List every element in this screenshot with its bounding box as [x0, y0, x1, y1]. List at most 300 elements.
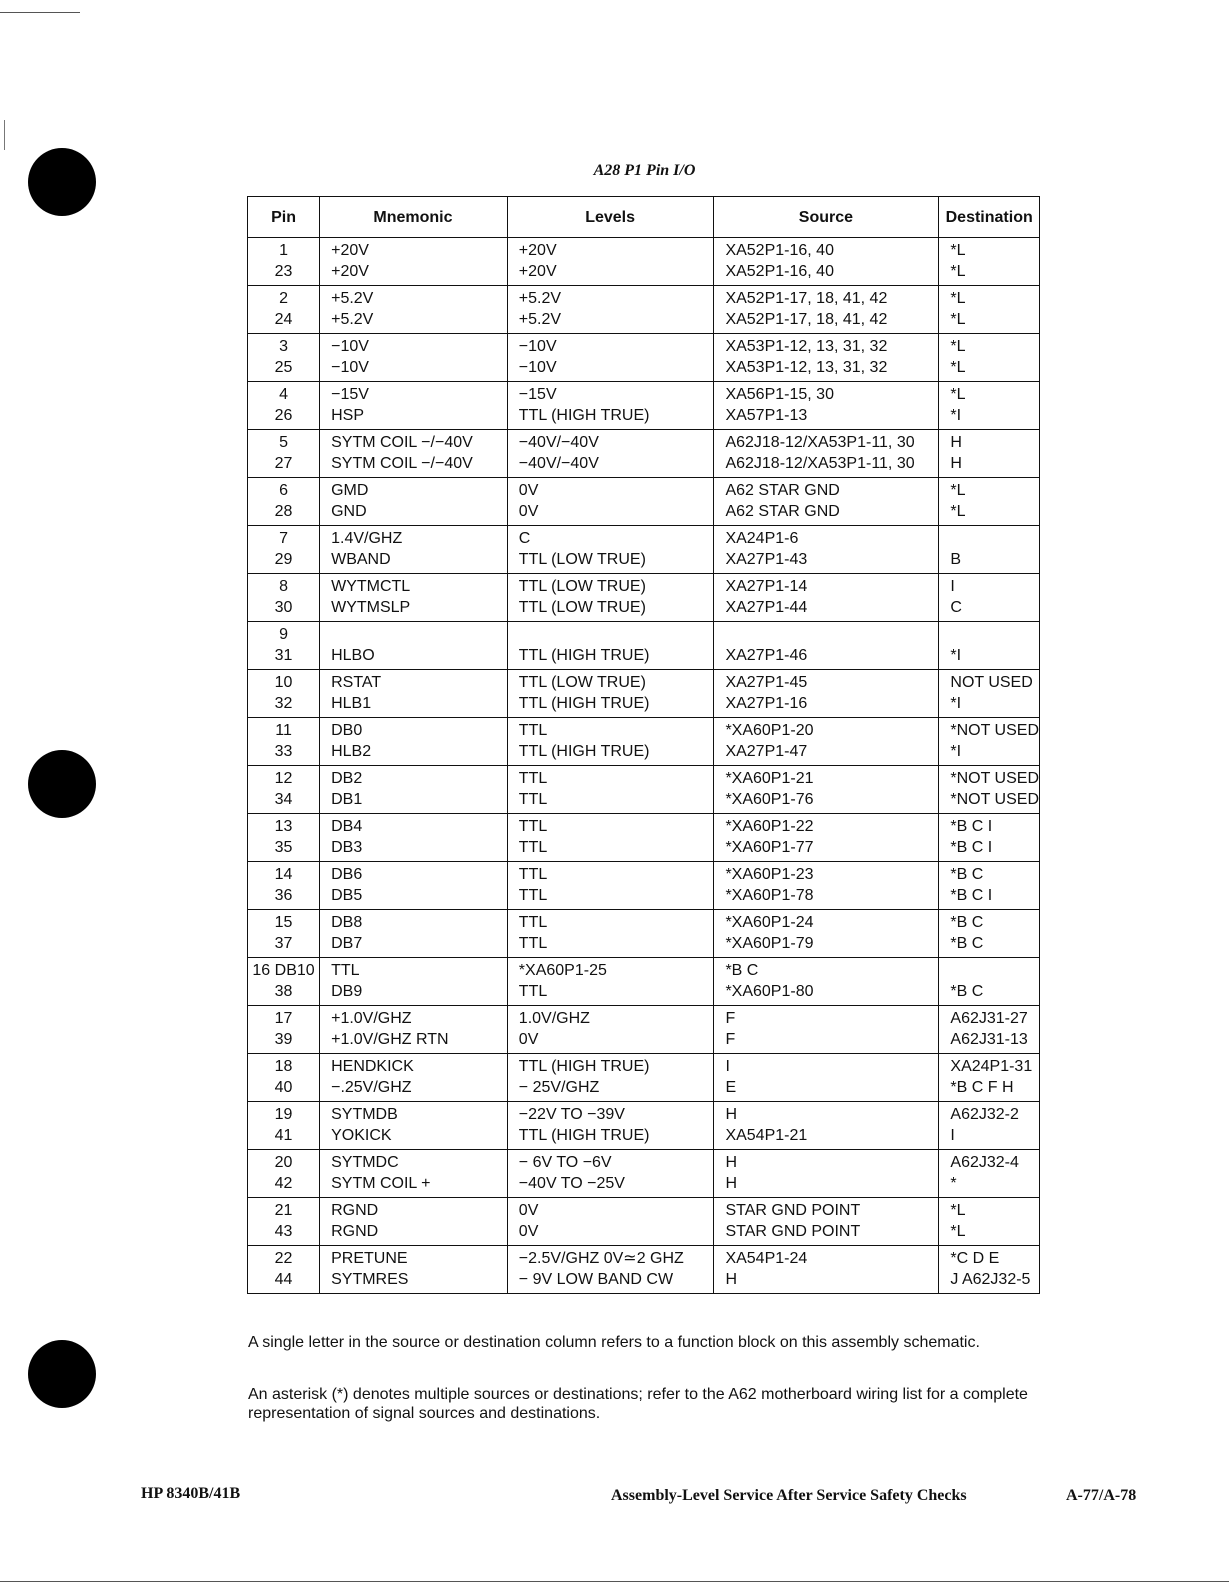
cell-levels-line: TTL	[518, 914, 548, 931]
cell-mnemonic-line: DB8	[331, 914, 363, 931]
cell-destination	[939, 1150, 1040, 1198]
cell-mnemonic-line: DB9	[331, 983, 363, 1000]
cell-levels	[507, 1006, 714, 1054]
cell-mnemonic	[320, 814, 508, 862]
cell-destination	[939, 1006, 1040, 1054]
cell-mnemonic	[320, 1006, 508, 1054]
cell-mnemonic-line: −10V	[331, 338, 369, 355]
cell-levels-line: − 6V TO −6V	[518, 1154, 612, 1171]
cell-source-line: XA52P1-17, 18, 41, 42	[725, 290, 888, 307]
table-row	[248, 526, 1040, 574]
cell-destination-line: *B C	[950, 935, 984, 952]
cell-source-line: *XA60P1-23	[725, 866, 814, 883]
cell-destination-line: *NOT USED	[950, 722, 1039, 739]
cell-pin-line: 30	[274, 599, 293, 616]
cell-pin-line: 14	[274, 866, 293, 883]
cell-mnemonic-line	[331, 624, 507, 645]
cell-levels-line: 0V	[518, 503, 539, 520]
cell-source	[714, 382, 939, 430]
cell-destination-line: *B C I	[950, 839, 993, 856]
cell-pin	[248, 478, 320, 526]
cell-pin-line: 29	[274, 551, 293, 568]
cell-destination-line: A62J32-2	[950, 1106, 1019, 1123]
cell-mnemonic	[320, 1150, 508, 1198]
cell-levels-line: TTL (LOW TRUE)	[518, 551, 646, 568]
cell-source-line: *XA60P1-22	[725, 818, 814, 835]
cell-pin-line: 35	[274, 839, 293, 856]
cell-pin	[248, 1102, 320, 1150]
cell-pin-line: 10	[274, 674, 293, 691]
cell-levels-line: TTL (LOW TRUE)	[518, 578, 646, 595]
cell-destination-line: *L	[950, 242, 966, 259]
table-row	[248, 1246, 1040, 1294]
cell-pin	[248, 1006, 320, 1054]
table-title: A28 P1 Pin I/O	[593, 162, 696, 179]
table-row	[248, 910, 1040, 958]
cell-mnemonic-line: HSP	[331, 407, 364, 424]
cell-source-line: E	[725, 1079, 737, 1096]
cell-pin-line: 16 DB10	[252, 962, 315, 979]
cell-pin-line: 22	[274, 1250, 293, 1267]
cell-pin	[248, 334, 320, 382]
cell-source-line: *XA60P1-24	[725, 914, 814, 931]
cell-pin-line: 25	[274, 359, 293, 376]
cell-source-line: XA27P1-16	[725, 695, 808, 712]
cell-source-line: XA53P1-12, 13, 31, 32	[725, 338, 888, 355]
cell-levels-line: 1.0V/GHZ	[518, 1010, 590, 1027]
cell-mnemonic-line: RGND	[331, 1202, 379, 1219]
cell-pin-line: 5	[279, 434, 288, 451]
margin-mark	[4, 120, 5, 150]
cell-pin-line: 20	[274, 1154, 293, 1171]
cell-source-line: A62 STAR GND	[725, 482, 840, 499]
cell-source-line: A62J18-12/XA53P1-11, 30	[725, 434, 915, 451]
cell-levels-line: +20V	[518, 242, 557, 259]
cell-levels	[507, 574, 714, 622]
cell-levels-line: − 9V LOW BAND CW	[518, 1271, 674, 1288]
cell-mnemonic-line: HENDKICK	[331, 1058, 414, 1075]
cell-mnemonic-line: SYTM COIL +	[331, 1175, 431, 1192]
cell-destination	[939, 1246, 1040, 1294]
cell-source	[714, 1102, 939, 1150]
cell-levels-line: TTL (LOW TRUE)	[518, 674, 646, 691]
cell-levels-line: TTL (HIGH TRUE)	[518, 647, 650, 664]
note-asterisk: An asterisk (*) denotes multiple sources or destinations; refer to the A62 motherboard wiring list for a complete representation of signal sources and destinations.	[248, 1386, 1028, 1422]
cell-source-line: *XA60P1-77	[725, 839, 814, 856]
cell-source-line: F	[725, 1031, 736, 1048]
cell-pin-line: 38	[274, 983, 293, 1000]
cell-pin-line: 42	[274, 1175, 293, 1192]
cell-source-line: XA24P1-6	[725, 530, 799, 547]
cell-pin-line: 39	[274, 1031, 293, 1048]
cell-pin-line: 21	[274, 1202, 293, 1219]
cell-mnemonic-line: WBAND	[331, 551, 391, 568]
cell-pin-line: 9	[279, 626, 288, 643]
cell-pin	[248, 862, 320, 910]
cell-destination-line: H	[950, 455, 962, 472]
cell-destination-line	[950, 624, 1039, 645]
cell-pin-line: 27	[274, 455, 293, 472]
footer-model: HP 8340B/41B	[141, 1485, 241, 1502]
cell-mnemonic-line: HLBO	[331, 647, 375, 664]
cell-levels	[507, 766, 714, 814]
cell-source	[714, 430, 939, 478]
cell-source	[714, 574, 939, 622]
cell-destination-line: I	[950, 1127, 955, 1144]
cell-levels-line: TTL	[518, 770, 548, 787]
cell-destination-line: *L	[950, 482, 966, 499]
cell-mnemonic-line: SYTMRES	[331, 1271, 409, 1288]
cell-mnemonic-line: DB2	[331, 770, 363, 787]
cell-mnemonic	[320, 574, 508, 622]
table-row	[248, 1054, 1040, 1102]
cell-mnemonic	[320, 430, 508, 478]
cell-pin	[248, 718, 320, 766]
cell-source-line: STAR GND POINT	[725, 1223, 861, 1240]
cell-source-line: H	[725, 1154, 737, 1171]
cell-source-line: *XA60P1-78	[725, 887, 814, 904]
cell-levels-line: C	[518, 530, 531, 547]
cell-mnemonic-line: YOKICK	[331, 1127, 392, 1144]
cell-source-line: *XA60P1-76	[725, 791, 814, 808]
table-row	[248, 766, 1040, 814]
table-row	[248, 478, 1040, 526]
cell-levels-line: TTL	[518, 866, 548, 883]
cell-source-line: XA52P1-16, 40	[725, 263, 834, 280]
cell-levels-line: 0V	[518, 482, 539, 499]
cell-levels-line: 0V	[518, 1223, 539, 1240]
cell-mnemonic-line: DB4	[331, 818, 363, 835]
cell-source	[714, 1150, 939, 1198]
cell-pin-line: 28	[274, 503, 293, 520]
cell-levels	[507, 958, 714, 1006]
cell-pin-line: 31	[274, 647, 293, 664]
cell-destination-line: *B C I	[950, 818, 993, 835]
cell-destination-line: *NOT USED	[950, 791, 1039, 808]
cell-source-line: XA52P1-17, 18, 41, 42	[725, 311, 888, 328]
cell-mnemonic-line: SYTM COIL −/−40V	[331, 455, 473, 472]
cell-mnemonic	[320, 862, 508, 910]
cell-mnemonic	[320, 478, 508, 526]
cell-destination-line: J A62J32-5	[950, 1271, 1031, 1288]
cell-destination-line: *L	[950, 1223, 966, 1240]
cell-source-line: XA27P1-47	[725, 743, 808, 760]
cell-destination	[939, 862, 1040, 910]
cell-pin	[248, 766, 320, 814]
cell-levels	[507, 1150, 714, 1198]
table-row	[248, 286, 1040, 334]
cell-destination	[939, 526, 1040, 574]
cell-pin	[248, 1246, 320, 1294]
cell-source	[714, 1054, 939, 1102]
cell-levels-line: TTL (LOW TRUE)	[518, 599, 646, 616]
cell-source	[714, 1006, 939, 1054]
cell-mnemonic-line: DB6	[331, 866, 363, 883]
cell-source-line: XA56P1-15, 30	[725, 386, 834, 403]
cell-pin	[248, 526, 320, 574]
header-destination: Destination	[939, 197, 1040, 238]
cell-source-line: H	[725, 1271, 737, 1288]
cell-levels	[507, 478, 714, 526]
cell-levels-line	[519, 624, 714, 645]
cell-pin-line: 26	[274, 407, 293, 424]
cell-mnemonic-line: RSTAT	[331, 674, 382, 691]
cell-pin-line: 37	[274, 935, 293, 952]
cell-source	[714, 1198, 939, 1246]
cell-levels-line: −15V	[518, 386, 557, 403]
cell-source-line: XA52P1-16, 40	[725, 242, 834, 259]
cell-levels	[507, 910, 714, 958]
cell-destination	[939, 718, 1040, 766]
cell-destination-line: *L	[950, 503, 966, 520]
cell-levels	[507, 238, 714, 286]
cell-levels	[507, 526, 714, 574]
cell-mnemonic-line: HLB2	[331, 743, 372, 760]
cell-mnemonic	[320, 718, 508, 766]
top-rule	[0, 12, 80, 13]
bottom-rule	[0, 1581, 1229, 1582]
table-row	[248, 1150, 1040, 1198]
cell-pin	[248, 958, 320, 1006]
cell-levels-line: TTL	[518, 983, 548, 1000]
cell-source-line: XA27P1-44	[725, 599, 808, 616]
cell-source-line: STAR GND POINT	[725, 1202, 861, 1219]
cell-mnemonic-line: +5.2V	[331, 290, 374, 307]
cell-levels-line: −10V	[518, 359, 557, 376]
cell-levels	[507, 382, 714, 430]
cell-mnemonic-line: TTL	[331, 962, 360, 979]
cell-destination-line: XA24P1-31	[950, 1058, 1033, 1075]
cell-source	[714, 526, 939, 574]
cell-pin-line: 41	[274, 1127, 293, 1144]
cell-source	[714, 862, 939, 910]
cell-levels	[507, 670, 714, 718]
table-row	[248, 382, 1040, 430]
cell-mnemonic	[320, 670, 508, 718]
cell-source-line: XA53P1-12, 13, 31, 32	[725, 359, 888, 376]
cell-mnemonic	[320, 286, 508, 334]
cell-destination-line	[950, 960, 1039, 981]
table-row	[248, 430, 1040, 478]
cell-pin-line: 43	[274, 1223, 293, 1240]
table-row	[248, 718, 1040, 766]
cell-levels-line: TTL (HIGH TRUE)	[518, 407, 650, 424]
cell-source-line: I	[725, 1058, 730, 1075]
cell-levels-line: −40V TO −25V	[518, 1175, 625, 1192]
cell-pin	[248, 574, 320, 622]
cell-mnemonic-line: −.25V/GHZ	[331, 1079, 412, 1096]
cell-pin-line: 1	[279, 242, 288, 259]
cell-mnemonic-line: DB5	[331, 887, 363, 904]
binder-hole-bottom	[28, 1340, 96, 1408]
cell-pin	[248, 382, 320, 430]
header-row	[248, 197, 1040, 238]
table-row	[248, 862, 1040, 910]
cell-pin-line: 6	[279, 482, 288, 499]
cell-destination	[939, 430, 1040, 478]
cell-mnemonic	[320, 1054, 508, 1102]
cell-destination-line: *B C	[950, 866, 984, 883]
cell-mnemonic-line: WYTMCTL	[331, 578, 411, 595]
table-row	[248, 334, 1040, 382]
cell-levels-line: TTL	[518, 722, 548, 739]
cell-pin-line: 23	[274, 263, 293, 280]
cell-mnemonic-line: DB3	[331, 839, 363, 856]
header-source: Source	[714, 197, 939, 238]
cell-levels-line: −22V TO −39V	[518, 1106, 625, 1123]
cell-destination	[939, 1102, 1040, 1150]
cell-mnemonic-line: SYTMDB	[331, 1106, 398, 1123]
cell-pin	[248, 814, 320, 862]
table-row	[248, 574, 1040, 622]
cell-source-line: XA27P1-46	[725, 647, 808, 664]
pin-io-table	[247, 196, 1040, 1294]
cell-levels-line: TTL (HIGH TRUE)	[518, 695, 650, 712]
cell-levels	[507, 622, 714, 670]
cell-levels-line: 0V	[518, 1031, 539, 1048]
cell-levels-line: TTL	[518, 791, 548, 808]
cell-mnemonic-line: +20V	[331, 242, 369, 259]
cell-destination-line: *NOT USED	[950, 770, 1039, 787]
cell-destination	[939, 766, 1040, 814]
cell-levels-line: +5.2V	[518, 311, 562, 328]
cell-pin-line: 4	[279, 386, 288, 403]
cell-levels-line: −10V	[518, 338, 557, 355]
cell-destination	[939, 622, 1040, 670]
cell-mnemonic-line: PRETUNE	[331, 1250, 408, 1267]
cell-source	[714, 478, 939, 526]
binder-hole-middle	[28, 750, 96, 818]
cell-destination-line: *B C F H	[950, 1079, 1014, 1096]
cell-source	[714, 1246, 939, 1294]
cell-mnemonic	[320, 334, 508, 382]
cell-source-line: *B C	[725, 962, 759, 979]
cell-mnemonic-line: +5.2V	[331, 311, 374, 328]
cell-source-line: F	[725, 1010, 736, 1027]
cell-mnemonic	[320, 238, 508, 286]
cell-destination-line: *L	[950, 290, 966, 307]
cell-pin	[248, 670, 320, 718]
cell-levels-line: TTL	[518, 818, 548, 835]
cell-mnemonic-line: DB0	[331, 722, 363, 739]
cell-mnemonic-line: WYTMSLP	[331, 599, 411, 616]
table-row	[248, 958, 1040, 1006]
cell-levels-line: −40V/−40V	[518, 434, 599, 451]
cell-levels-line: TTL	[518, 935, 548, 952]
cell-destination-line: *	[950, 1175, 957, 1192]
cell-mnemonic-line: +1.0V/GHZ RTN	[331, 1031, 449, 1048]
cell-destination	[939, 238, 1040, 286]
cell-mnemonic	[320, 910, 508, 958]
cell-pin-line: 15	[274, 914, 293, 931]
cell-mnemonic	[320, 1246, 508, 1294]
cell-destination-line: A62J31-27	[950, 1010, 1028, 1027]
cell-pin	[248, 238, 320, 286]
cell-pin-line: 7	[279, 530, 288, 547]
cell-mnemonic-line: 1.4V/GHZ	[331, 530, 403, 547]
cell-destination	[939, 670, 1040, 718]
cell-mnemonic-line: −15V	[331, 386, 369, 403]
cell-pin	[248, 286, 320, 334]
cell-destination	[939, 574, 1040, 622]
table-row	[248, 238, 1040, 286]
cell-source	[714, 910, 939, 958]
cell-mnemonic-line: HLB1	[331, 695, 372, 712]
cell-levels-line: − 25V/GHZ	[518, 1079, 600, 1096]
cell-mnemonic-line: +1.0V/GHZ	[331, 1010, 412, 1027]
table-row	[248, 814, 1040, 862]
cell-levels	[507, 862, 714, 910]
cell-pin-line: 32	[274, 695, 293, 712]
cell-source-line: XA27P1-14	[725, 578, 808, 595]
cell-pin-line: 12	[274, 770, 293, 787]
cell-levels-line: TTL (HIGH TRUE)	[518, 1127, 650, 1144]
binder-hole-top	[28, 148, 96, 216]
cell-pin-line: 17	[274, 1010, 293, 1027]
cell-mnemonic	[320, 766, 508, 814]
cell-levels-line: −40V/−40V	[518, 455, 599, 472]
cell-pin	[248, 1198, 320, 1246]
cell-source-line: *XA60P1-79	[725, 935, 814, 952]
cell-levels-line: TTL (HIGH TRUE)	[518, 1058, 650, 1075]
cell-source-line: *XA60P1-21	[725, 770, 814, 787]
cell-levels-line: TTL	[518, 839, 548, 856]
cell-destination-line: B	[950, 551, 962, 568]
cell-source	[714, 766, 939, 814]
cell-destination	[939, 814, 1040, 862]
cell-mnemonic-line: −10V	[331, 359, 369, 376]
cell-mnemonic	[320, 526, 508, 574]
cell-source	[714, 238, 939, 286]
cell-levels-line: +20V	[518, 263, 557, 280]
cell-pin-line: 44	[274, 1271, 293, 1288]
cell-source	[714, 958, 939, 1006]
cell-source-line: XA54P1-24	[725, 1250, 808, 1267]
cell-destination-line: *I	[950, 647, 962, 664]
cell-source-line	[725, 624, 938, 645]
cell-pin-line: 2	[279, 290, 288, 307]
cell-levels	[507, 286, 714, 334]
cell-mnemonic	[320, 958, 508, 1006]
cell-pin-line: 3	[279, 338, 288, 355]
cell-source-line: *XA60P1-80	[725, 983, 814, 1000]
cell-source	[714, 670, 939, 718]
cell-pin-line: 36	[274, 887, 293, 904]
cell-mnemonic-line: GMD	[331, 482, 369, 499]
cell-levels	[507, 1102, 714, 1150]
cell-source-line: XA27P1-43	[725, 551, 808, 568]
cell-source-line: XA57P1-13	[725, 407, 808, 424]
cell-destination-line: A62J32-4	[950, 1154, 1019, 1171]
cell-mnemonic-line: +20V	[331, 263, 369, 280]
cell-destination-line: *I	[950, 695, 962, 712]
cell-destination	[939, 958, 1040, 1006]
cell-source	[714, 622, 939, 670]
cell-destination-line: *L	[950, 338, 966, 355]
cell-levels-line: +5.2V	[518, 290, 562, 307]
table-row	[248, 1006, 1040, 1054]
cell-destination-line: *L	[950, 359, 966, 376]
cell-mnemonic-line: SYTMDC	[331, 1154, 399, 1171]
cell-pin-line: 34	[274, 791, 293, 808]
cell-source	[714, 334, 939, 382]
header-mnemonic: Mnemonic	[320, 197, 508, 238]
cell-source-line: XA27P1-45	[725, 674, 808, 691]
cell-destination	[939, 1198, 1040, 1246]
cell-mnemonic-line: SYTM COIL −/−40V	[331, 434, 473, 451]
cell-mnemonic	[320, 382, 508, 430]
cell-pin	[248, 1150, 320, 1198]
